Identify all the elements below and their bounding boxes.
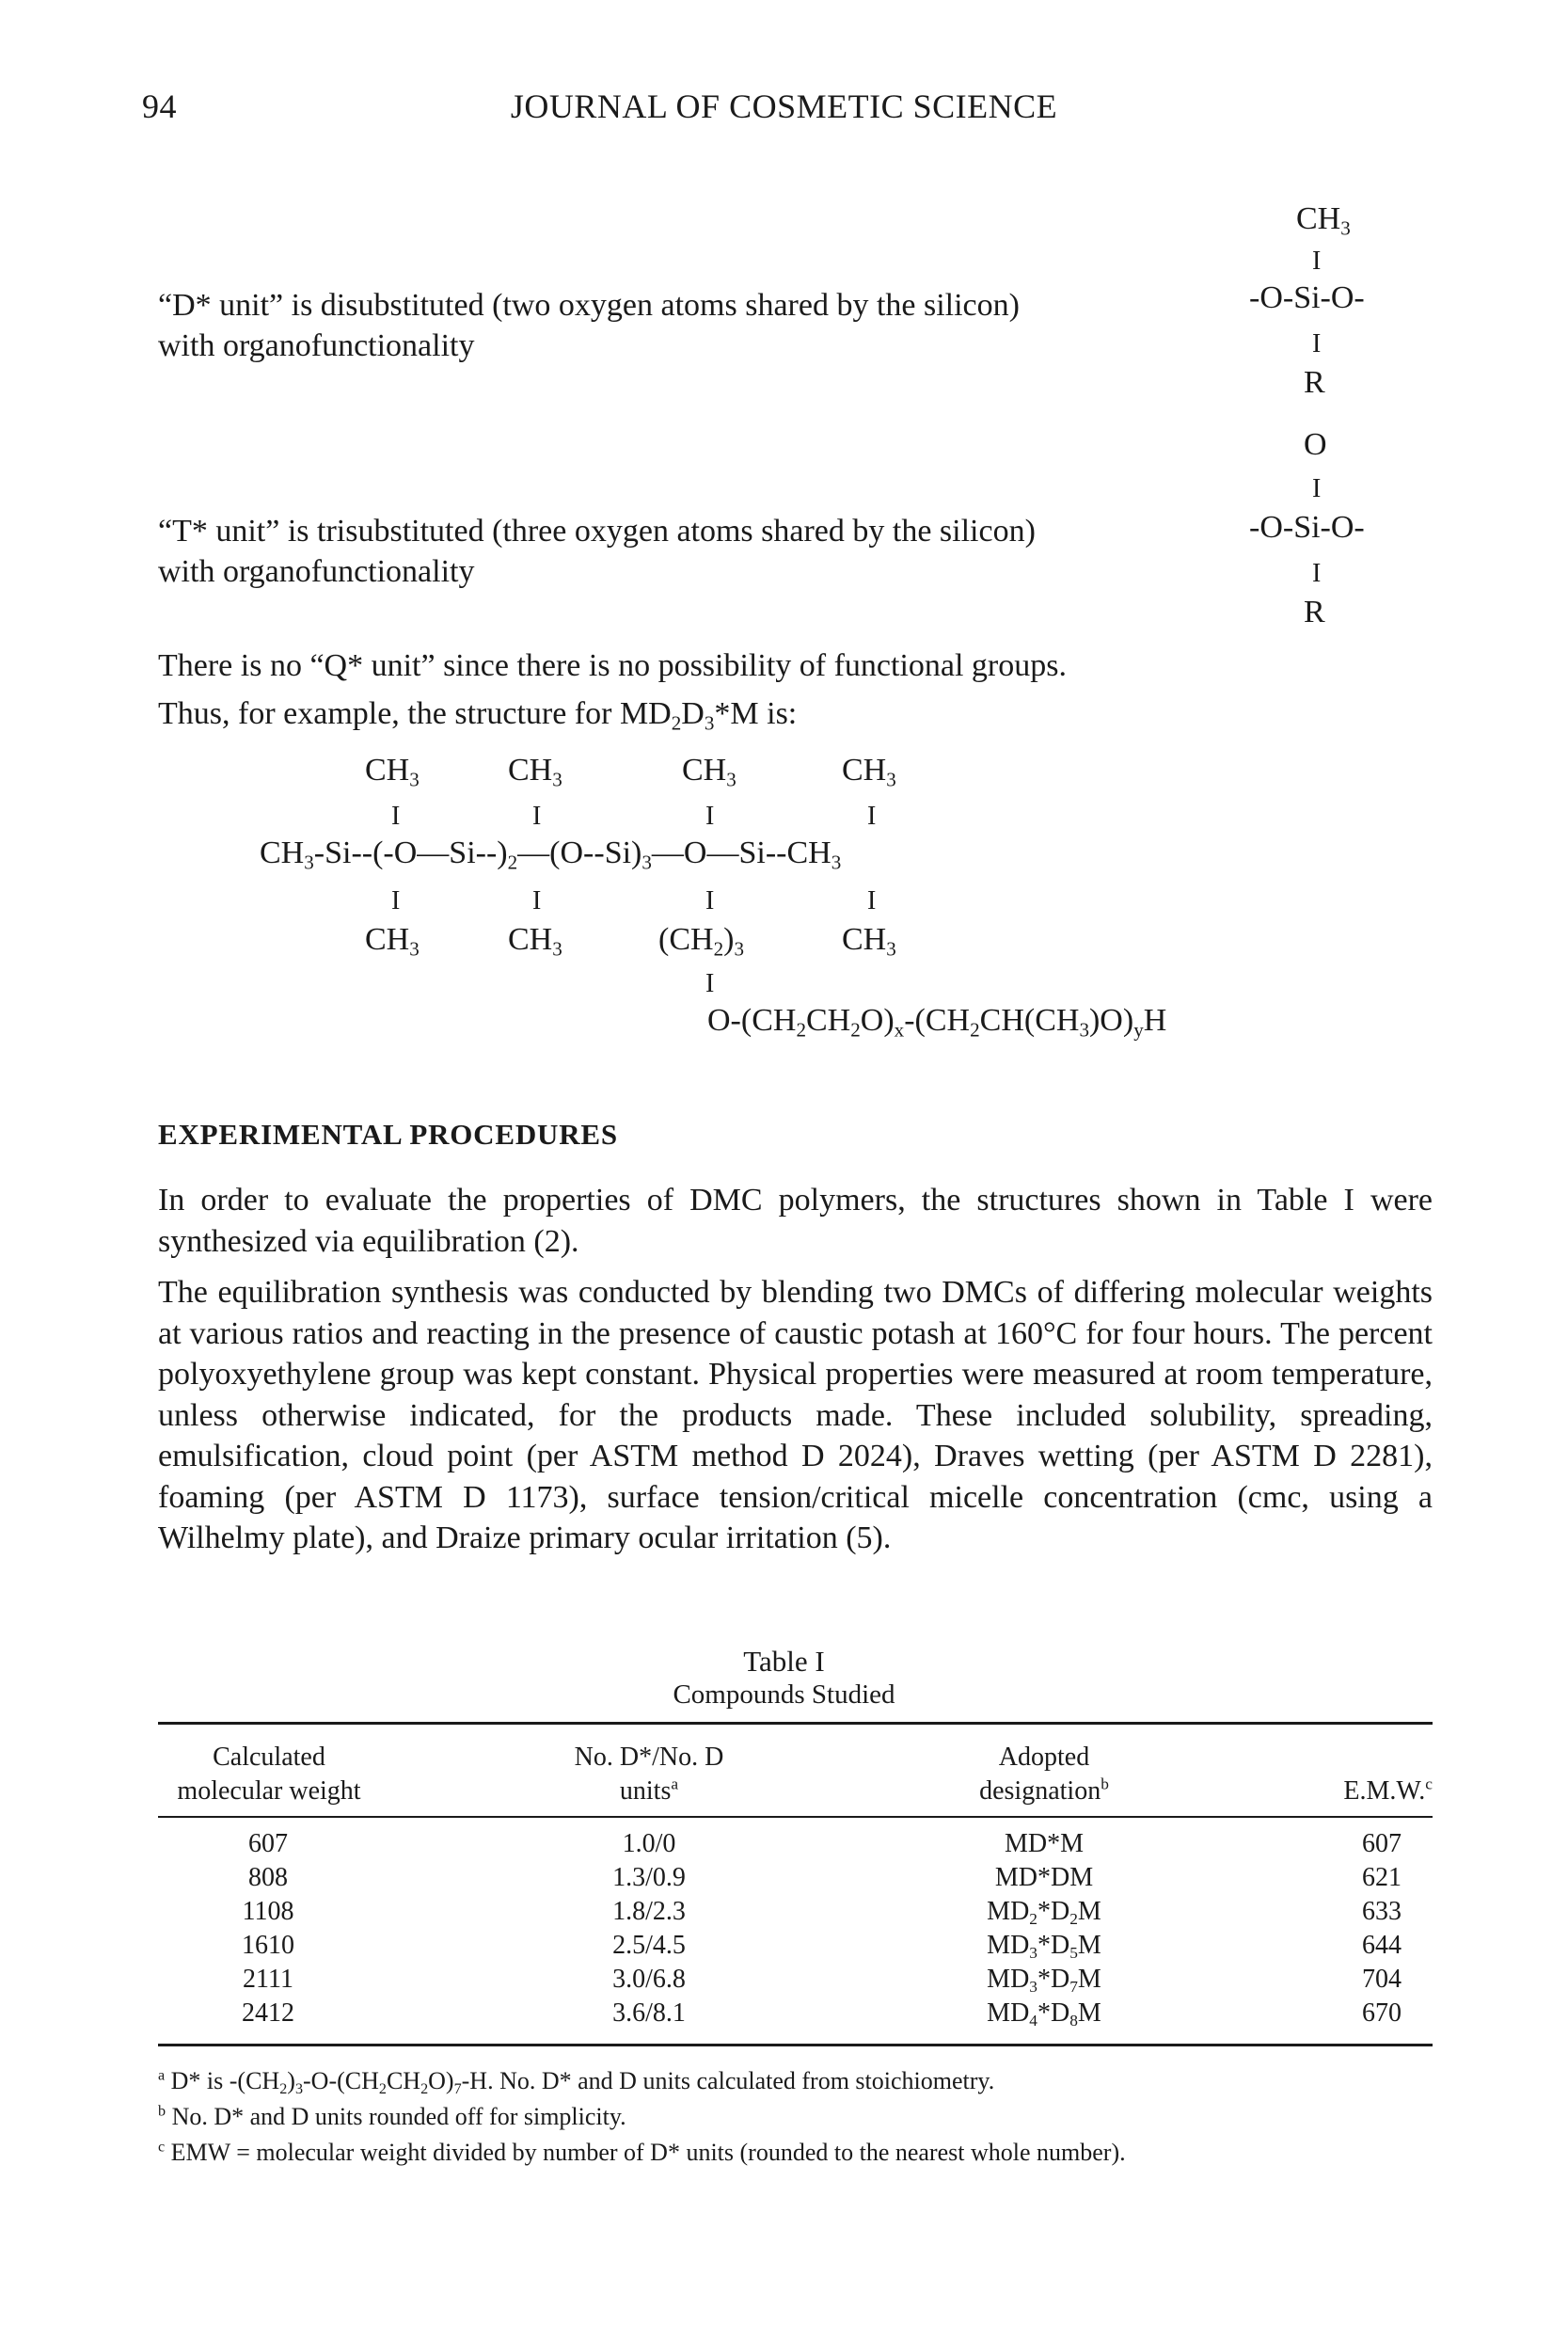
polyether-tail: $O-(CH_2CH_2O)_x-(CH_2CH(CH_3)O)_yH$ <box>707 1003 1167 1042</box>
cell-mw: 607 <box>248 1829 288 1858</box>
tstar-unit-core: -O-Si-O- <box>1249 510 1365 545</box>
bond-line: I <box>705 802 715 831</box>
paragraph-1: In order to evaluate the properties of DMC polymers, the structures shown in Table I were synthesized via equilibration (2). <box>158 1183 1433 1259</box>
cell-designation: $MD_2*D_2M$ <box>987 1897 1101 1929</box>
tstar-desc-line1: “T* unit” is trisubstituted (three oxygen atoms shared by the silicon) <box>158 514 1036 549</box>
cell-mw: 2412 <box>242 1998 294 2028</box>
cell-ratio: 1.3/0.9 <box>612 1863 686 1892</box>
bottom-ch3-2: $CH_3$ <box>508 922 562 961</box>
cell-mw: 2111 <box>243 1965 293 1994</box>
top-ch3-3: $CH_3$ <box>682 753 736 791</box>
bond-line: I <box>867 886 877 915</box>
dstar-desc-line2: with organofunctionality <box>158 328 475 363</box>
cell-mw: 1610 <box>242 1931 294 1960</box>
section-heading: EXPERIMENTAL PROCEDURES <box>158 1118 618 1151</box>
bond-line: I <box>532 802 542 831</box>
dstar-ch3: $CH_3$ <box>1296 201 1351 240</box>
cell-emw: 621 <box>1362 1863 1402 1892</box>
col-header-mw: Calculated molecular weight <box>177 1743 361 1806</box>
cell-ratio: 1.0/0 <box>622 1829 676 1858</box>
cell-designation: MD*DM <box>994 1863 1094 1892</box>
cell-ratio: 3.6/8.1 <box>612 1998 686 2028</box>
bond-line: I <box>705 886 715 915</box>
top-ch3-1: $CH_3$ <box>365 753 420 791</box>
page-number: 94 <box>142 88 177 125</box>
footnote-c: $^c$ EMW = molecular weight divided by number of D* units (rounded to the nearest whole number). <box>158 2139 1126 2166</box>
cell-emw: 607 <box>1362 1829 1402 1858</box>
tstar-desc-line2: with organofunctionality <box>158 554 475 589</box>
cell-designation: $MD_4*D_8M$ <box>987 1998 1101 2030</box>
bond-line: I <box>867 802 877 831</box>
bottom-ch3-4: $CH_3$ <box>842 922 896 961</box>
col-header-emw: E.M.W.$^c$ <box>1343 1775 1433 1806</box>
tstar-r-group: R <box>1304 595 1325 629</box>
cell-emw: 670 <box>1362 1998 1402 2028</box>
cell-mw: 1108 <box>242 1897 294 1926</box>
bond-line: I <box>391 886 401 915</box>
dstar-r-group: R <box>1304 365 1325 400</box>
bond-line: I <box>391 802 401 831</box>
tstar-oxygen: O <box>1304 427 1327 462</box>
cell-emw: 704 <box>1362 1965 1402 1994</box>
top-ch3-2: $CH_3$ <box>508 753 562 791</box>
dstar-desc-line1: “D* unit” is disubstituted (two oxygen atoms shared by the silicon) <box>158 288 1020 323</box>
bond-line: I <box>1312 474 1322 503</box>
footnote-a: $^a$ D* is $-(CH_2)_3-O-(CH_2CH_2O)_7-H$. No. D* and D units calculated from stoichiometry. <box>158 2067 995 2097</box>
col-header-designation: Adopted designation$^b$ <box>979 1743 1109 1806</box>
footnote-b: $^b$ No. D* and D units rounded off for simplicity. <box>158 2103 626 2130</box>
bond-line: I <box>532 886 542 915</box>
siloxane-backbone: $CH_3-Si--(-O—Si--)_2—(O--Si)_3—O—Si--CH_3$ <box>260 836 842 874</box>
cell-ratio: 1.8/2.3 <box>612 1897 686 1926</box>
cell-designation: $MD_3*D_5M$ <box>987 1931 1101 1963</box>
bond-line: I <box>1312 559 1322 588</box>
cell-ratio: 3.0/6.8 <box>612 1965 686 1994</box>
table-title: Table I <box>743 1645 825 1678</box>
cell-emw: 633 <box>1362 1897 1402 1926</box>
top-ch3-4: $CH_3$ <box>842 753 896 791</box>
bond-line: I <box>705 969 715 998</box>
propylene-linker: $(CH_2)_3$ <box>658 922 744 961</box>
dstar-unit-core: -O-Si-O- <box>1249 280 1365 315</box>
bottom-ch3-1: $CH_3$ <box>365 922 420 961</box>
cell-emw: 644 <box>1362 1931 1402 1960</box>
no-q-unit-line: There is no “Q* unit” since there is no possibility of functional groups. <box>158 648 1067 683</box>
bond-line: I <box>1312 247 1322 276</box>
example-intro-line: Thus, for example, the structure for $MD_2D_3*M$ is: <box>158 696 798 735</box>
cell-ratio: 2.5/4.5 <box>612 1931 686 1960</box>
col-header-units: No. D*/No. D units$^a$ <box>574 1743 724 1806</box>
cell-designation: MD*M <box>1004 1829 1084 1858</box>
table-header-rule <box>158 1816 1433 1818</box>
table-bottom-rule <box>158 2044 1433 2046</box>
journal-title: JOURNAL OF COSMETIC SCIENCE <box>510 88 1058 125</box>
bond-line: I <box>1312 329 1322 358</box>
cell-mw: 808 <box>248 1863 288 1892</box>
table-top-rule <box>158 1722 1433 1725</box>
cell-designation: $MD_3*D_7M$ <box>987 1965 1101 1997</box>
paragraph-2: The equilibration synthesis was conducted by blending two DMCs of differing molecular weights at various ratios and reacting in the presence of caustic potash at 160°C for four hours. The percent polyoxyethylene group was kept constant. Physical properties were measured at room temperature, unless otherwise indicated, for the products made. These included solubility, spreading, emulsification, cloud point (per ASTM method D 2024), Draves wetting (per ASTM D 2281), foaming (per ASTM D 1173), surface tension/critical micelle concentration (cmc, using a Wilhelmy plate), and Draize primary ocular irritation (5). <box>158 1275 1433 1555</box>
table-subtitle: Compounds Studied <box>673 1679 895 1710</box>
